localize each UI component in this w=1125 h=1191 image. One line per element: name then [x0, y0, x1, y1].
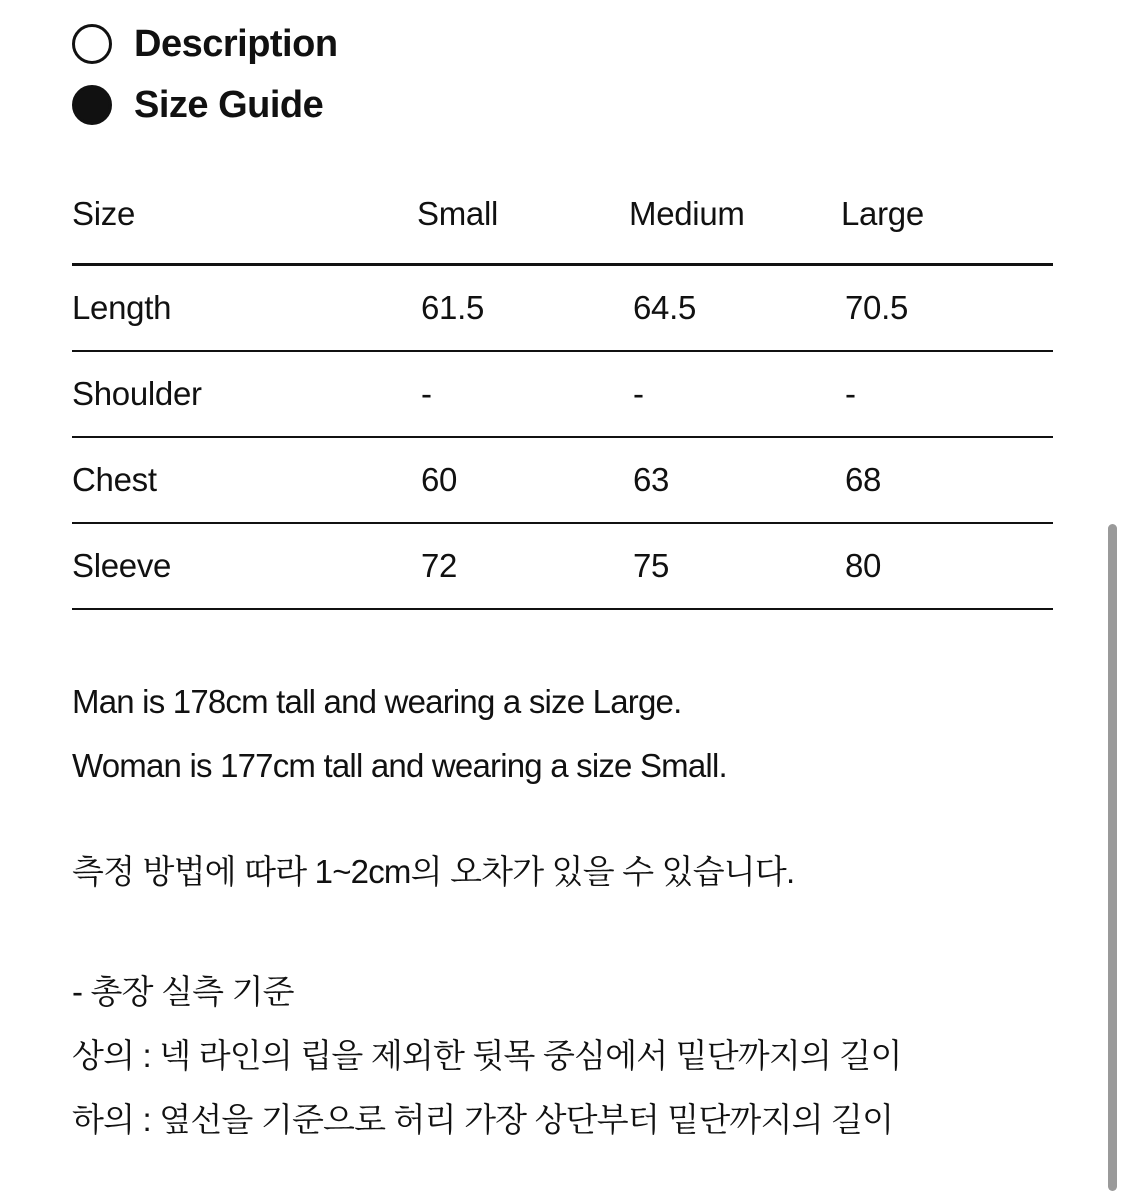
size-table-head — [72, 179, 1053, 265]
accordion-item-description[interactable] — [72, 0, 1053, 64]
table-row — [72, 265, 1053, 352]
note-tolerance: 측정 방법에 따라 1~2cm의 오차가 있을 수 있습니다. — [72, 853, 795, 890]
row-label-shoulder: Shoulder — [72, 375, 202, 412]
circle-filled-icon — [72, 85, 112, 125]
note-spacer — [72, 904, 1053, 960]
column-header-small: Small — [417, 195, 499, 232]
cell-chest-large: 68 — [845, 461, 882, 498]
table-row — [72, 351, 1053, 437]
table-header-row — [72, 179, 1053, 265]
scrollbar[interactable] — [1108, 524, 1117, 1191]
table-row — [72, 437, 1053, 523]
accordion-item-size-guide[interactable] — [72, 64, 1053, 125]
table-row — [72, 523, 1053, 609]
note-measure-top: 상의 : 넥 라인의 립을 제외한 뒷목 중심에서 밑단까지의 길이 — [72, 1037, 902, 1074]
size-guide-notes — [72, 670, 1053, 1152]
scrollbar-thumb[interactable] — [1108, 524, 1117, 1191]
cell-chest-small: 60 — [421, 461, 458, 498]
cell-length-medium: 64.5 — [633, 289, 697, 326]
note-model-man: Man is 178cm tall and wearing a size Large. — [72, 683, 682, 720]
cell-shoulder-small: - — [421, 375, 432, 412]
note-measure-bottom: 하의 : 옆선을 기준으로 허리 가장 상단부터 밑단까지의 길이 — [72, 1101, 894, 1138]
accordion-label-size-guide: Size Guide — [134, 84, 324, 126]
circle-outline-icon — [72, 24, 112, 64]
row-label-length: Length — [72, 289, 172, 326]
row-label-chest: Chest — [72, 461, 157, 498]
accordion-label-description: Description — [134, 23, 338, 65]
note-spacer — [72, 798, 1053, 840]
cell-chest-medium: 63 — [633, 461, 670, 498]
cell-sleeve-small: 72 — [421, 547, 458, 584]
column-header-large: Large — [841, 195, 924, 232]
cell-length-small: 61.5 — [421, 289, 485, 326]
row-label-sleeve: Sleeve — [72, 547, 172, 584]
cell-shoulder-medium: - — [633, 375, 644, 412]
note-measure-title: - 총장 실측 기준 — [72, 973, 294, 1010]
column-header-medium: Medium — [629, 195, 745, 232]
cell-length-large: 70.5 — [845, 289, 909, 326]
cell-sleeve-large: 80 — [845, 547, 882, 584]
column-header-size: Size — [72, 195, 135, 232]
size-table-body — [72, 265, 1053, 610]
cell-shoulder-large: - — [845, 375, 856, 412]
note-model-woman: Woman is 177cm tall and wearing a size Small. — [72, 747, 727, 784]
size-guide-table — [72, 179, 1053, 610]
cell-sleeve-medium: 75 — [633, 547, 670, 584]
